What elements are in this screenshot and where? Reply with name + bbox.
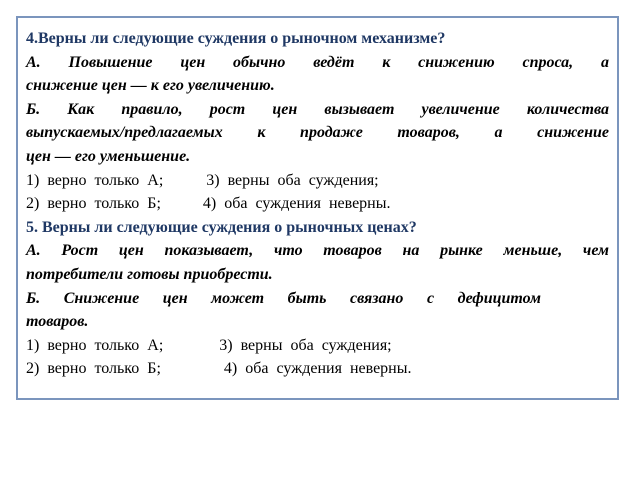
question-5-statement-b-line-2: товаров.: [26, 313, 89, 331]
question-4-title: 4.Верны ли следующие суждения о рыночном механизме?: [26, 30, 446, 47]
question-5-options-row-1: [26, 334, 609, 358]
question-5-option-3: 3) верны оба суждения;: [219, 336, 392, 354]
question-4-statement-b-line-1: Б. Как правило, рост цен вызывает увеличение количества: [26, 100, 609, 118]
question-5-option-1: 1) верно только А;: [26, 336, 164, 354]
question-4-statement-b-line-2: выпускаемых/предлагаемых к продаже товаров, а снижение: [26, 124, 609, 142]
question-4-statement-a-line-2: снижение цен — к его увеличению.: [26, 77, 275, 95]
question-5-option-2: 2) верно только Б;: [26, 360, 161, 378]
question-4-option-2: 2) верно только Б;: [26, 195, 161, 213]
question-5-statement-a-line-1: А. Рост цен показывает, что товаров на рынке меньше, чем: [26, 242, 609, 260]
question-4-options-row-2: [26, 192, 609, 216]
question-4-options-row-1: [26, 169, 609, 193]
question-box: [16, 16, 619, 400]
question-4-statement-b-line-3: цен — его уменьшение.: [26, 147, 191, 165]
question-4-option-1: 1) верно только А;: [26, 171, 164, 189]
question-5-statement-b-line-1: Б. Снижение цен может быть связано с дефицитом: [26, 289, 541, 307]
question-5-title: 5. Верны ли следующие суждения о рыночных ценах?: [26, 218, 417, 236]
question-4-statement-a-line-1: А. Повышение цен обычно ведёт к снижению спроса, а: [26, 53, 609, 71]
question-5-statement-a-line-2: потребители готовы приобрести.: [26, 265, 273, 283]
question-4-option-4: 4) оба суждения неверны.: [202, 195, 391, 213]
question-4-option-3: 3) верны оба суждения;: [206, 171, 379, 189]
question-5-option-4: 4) оба суждения неверны.: [223, 360, 412, 378]
question-5-options-row-2: [26, 357, 609, 381]
